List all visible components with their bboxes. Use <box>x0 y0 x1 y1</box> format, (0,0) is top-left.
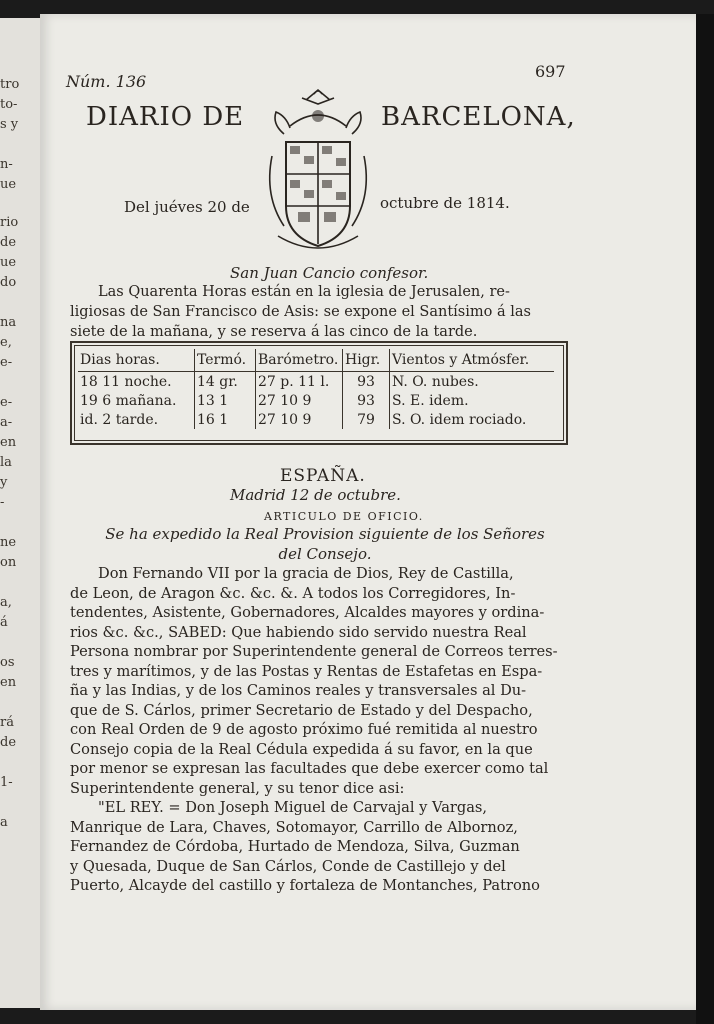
weather-header: Termó. <box>195 349 256 372</box>
left-page-fragment: n- <box>0 157 13 172</box>
weather-header-row <box>78 349 554 372</box>
left-page-fragment: ue <box>0 177 17 192</box>
table-cell: 16 1 <box>195 410 256 429</box>
left-page-fragment: y <box>0 475 8 490</box>
left-page-fragment: la <box>0 455 12 470</box>
notice-line: Las Quarenta Horas están en la iglesia de Jerusalen, re- <box>98 284 510 300</box>
weather-header: Barómetro. <box>256 349 343 372</box>
date-left: Del juéves 20 de <box>124 198 250 216</box>
left-page-fragment: de <box>0 735 17 750</box>
masthead-title-right: BARCELONA, <box>381 102 576 132</box>
section-heading: ESPAÑA. <box>280 466 366 486</box>
table-cell: 14 gr. <box>195 372 256 392</box>
table-cell: S. E. idem. <box>392 392 469 409</box>
weather-table-frame <box>70 341 568 445</box>
left-page-fragment: rá <box>0 715 14 730</box>
date-right: octubre de 1814. <box>380 194 510 212</box>
left-page-fragment: a <box>0 815 8 830</box>
table-cell: id. 2 tarde. <box>78 410 195 429</box>
notice-line: ligiosas de San Francisco de Asis: se expone el Santísimo á las <box>70 304 531 320</box>
table-cell: 93 <box>343 391 390 410</box>
left-page-fragment: ne <box>0 535 17 550</box>
devotion-notice <box>70 282 572 342</box>
table-cell: 18 11 noche. <box>78 372 195 392</box>
body-line: Fernandez de Córdoba, Hurtado de Mendoza, Silva, Guzman <box>70 838 520 855</box>
left-page-fragment: do <box>0 275 17 290</box>
left-page-fragment: de <box>0 235 17 250</box>
body-line: Consejo copia de la Real Cédula expedida á su favor, en la que <box>70 740 533 758</box>
left-page-fragment: to- <box>0 97 18 112</box>
provision-heading <box>80 524 570 564</box>
article-label: ARTICULO DE OFICIO. <box>264 510 424 523</box>
left-page-fragment: á <box>0 615 8 630</box>
left-page-fragment: e- <box>0 395 13 410</box>
weather-header: Dias horas. <box>78 349 195 372</box>
table-cell: 19 6 mañana. <box>78 391 195 410</box>
body-line: y Quesada, Duque de San Cárlos, Conde de Castillejo y del <box>70 857 506 875</box>
left-page-edge <box>0 18 42 1008</box>
left-page-fragment: - <box>0 495 5 510</box>
left-page-fragment: rio <box>0 215 19 230</box>
table-cell: S. O. idem rociado. <box>392 411 527 428</box>
notice-line: siete de la mañana, y se reserva á las cinco de la tarde. <box>70 324 478 340</box>
body-line: "EL REY. = Don Joseph Miguel de Carvajal y Vargas, <box>98 799 488 816</box>
left-page-fragment: e- <box>0 355 13 370</box>
table-cell: 93 <box>343 372 390 392</box>
body-line: Persona nombrar por Superintendente general de Correos terres- <box>70 643 558 660</box>
body-line: rios &c. &c., SABED: Que habiendo sido servido nuestra Real <box>70 623 527 641</box>
body-line: Superintendente general, y su tenor dice asi: <box>70 779 405 797</box>
body-line: de Leon, de Aragon &c. &c. &. A todos los Corregidores, In- <box>70 584 516 602</box>
body-line: ña y las Indias, y de los Caminos reales y transversales al Du- <box>70 682 527 699</box>
table-cell: 13 1 <box>195 391 256 410</box>
body-line: tendentes, Asistente, Gobernadores, Alcaldes mayores y ordina- <box>70 604 545 621</box>
left-page-fragment: en <box>0 435 17 450</box>
left-page-fragment: na <box>0 315 17 330</box>
weather-table <box>78 349 554 429</box>
left-page-fragment: a, <box>0 595 12 610</box>
weather-header: Higr. <box>343 349 390 372</box>
issue-number: Núm. 136 <box>66 72 147 91</box>
body-line: Manrique de Lara, Chaves, Sotomayor, Carrillo de Albornoz, <box>70 818 518 836</box>
table-cell: 79 <box>343 410 390 429</box>
table-cell: 27 10 9 <box>256 391 343 410</box>
masthead-title-left: DIARIO DE <box>86 102 245 132</box>
coat-of-arms-emblem <box>262 86 374 258</box>
table-cell: 27 p. 11 l. <box>256 372 343 392</box>
saint-of-day: San Juan Cancio confesor. <box>230 264 429 282</box>
body-line: que de S. Cárlos, primer Secretario de Estado y del Despacho, <box>70 701 533 719</box>
page-number: 697 <box>535 62 566 81</box>
table-cell: 27 10 9 <box>256 410 343 429</box>
heading-line: Se ha expedido la Real Provision siguiente de los Señores <box>105 525 545 543</box>
body-line: tres y marítimos, y de las Postas y Rentas de Estafetas en Espa- <box>70 662 543 680</box>
left-page-fragment: os <box>0 655 15 670</box>
body-line: Don Fernando VII por la gracia de Dios, Rey de Castilla, <box>98 565 514 582</box>
left-page-fragment: a- <box>0 415 13 430</box>
heading-line: del Consejo. <box>278 545 372 563</box>
dateline: Madrid 12 de octubre. <box>230 486 401 504</box>
table-row <box>78 372 554 392</box>
left-page-fragment: en <box>0 675 17 690</box>
table-row <box>78 391 554 410</box>
table-cell: N. O. nubes. <box>392 373 479 390</box>
left-page-fragment: tro <box>0 77 20 92</box>
body-line: con Real Orden de 9 de agosto próximo fué remitida al nuestro <box>70 721 538 738</box>
body-line: Puerto, Alcayde del castillo y fortaleza de Montanches, Patrono <box>70 877 540 894</box>
newspaper-page <box>40 14 696 1010</box>
body-line: por menor se expresan las facultades que debe exercer como tal <box>70 760 549 777</box>
left-page-fragment: e, <box>0 335 12 350</box>
left-page-fragment: on <box>0 555 17 570</box>
left-page-fragment: 1- <box>0 775 13 790</box>
weather-header: Vientos y Atmósfer. <box>390 349 555 372</box>
left-page-fragment: ue <box>0 255 17 270</box>
scan-border <box>696 14 714 1024</box>
left-page-fragment: s y <box>0 117 19 132</box>
table-row <box>78 410 554 429</box>
article-body <box>70 564 572 896</box>
